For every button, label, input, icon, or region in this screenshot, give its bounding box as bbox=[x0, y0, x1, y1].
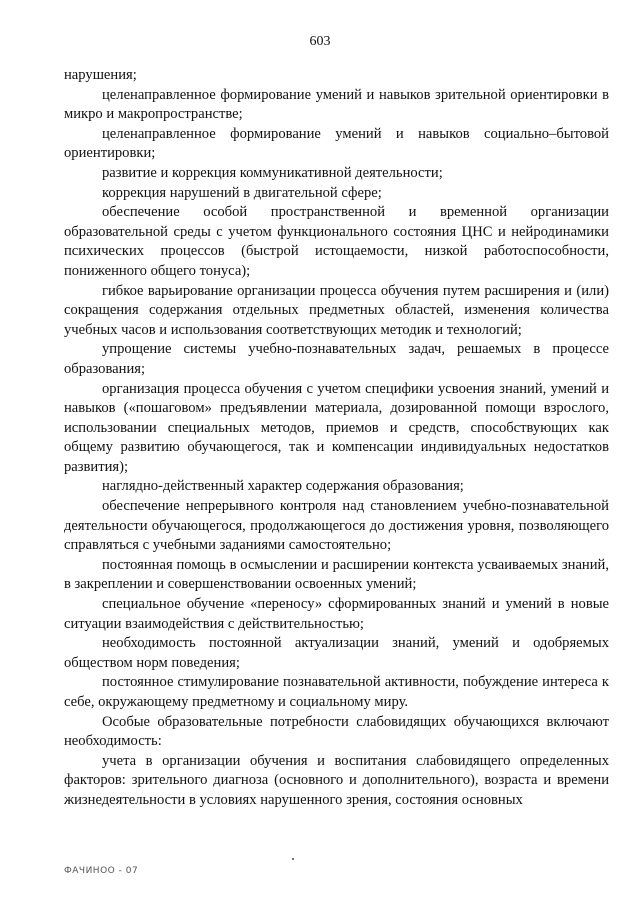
paragraph: учета в организации обучения и воспитания слабовидящего определенных факторов: зрительного диагноза (основного и дополнительного), возраста и времени жизнедеятельности в условиях нарушенного зрения, состояния основных bbox=[64, 752, 609, 808]
paragraph: развитие и коррекция коммуникативной деятельности; bbox=[102, 164, 443, 181]
scan-speck bbox=[292, 858, 294, 860]
paragraph: гибкое варьирование организации процесса обучения путем расширения и (или) сокращения содержания отдельных предметных областей, изменения количества учебных часов и использования соответствующих методик и технологий; bbox=[64, 282, 609, 338]
paragraph: нарушения; bbox=[64, 67, 137, 83]
paragraph: постоянное стимулирование познавательной активности, побуждение интереса к себе, окружающему предметному и социальному миру. bbox=[64, 674, 609, 710]
paragraph: наглядно-действенный характер содержания образования; bbox=[102, 478, 464, 495]
paragraph: коррекция нарушений в двигательной сфере; bbox=[102, 184, 382, 201]
paragraph: специальное обучение «переносу» сформированных знаний и умений в новые ситуации взаимодействия с действительностью; bbox=[64, 596, 609, 632]
paragraph: упрощение системы учебно-познавательных задач, решаемых в процессе образования; bbox=[64, 341, 609, 377]
paragraph: целенаправленное формирование умений и навыков зрительной ориентировки в микро и макропространстве; bbox=[64, 86, 609, 123]
footer-mark: ФАЧИНОО - 07 bbox=[64, 866, 139, 876]
paragraph: постоянная помощь в осмыслении и расширении контекста усваиваемых знаний, в закреплении и совершенствовании освоенных умений; bbox=[64, 556, 609, 593]
paragraph: организация процесса обучения с учетом специфики усвоения знаний, умений и навыков («пошаговом» предъявлении материала, дозированной помощи взрослого, использовании специальных методов, приемов и средств, способствующих как общему развитию обучающегося, так и компенсации индивидуальных недостатков развития); bbox=[64, 380, 609, 475]
page-number: 603 bbox=[309, 34, 331, 49]
paragraph: необходимость постоянной актуализации знаний, умений и одобряемых обществом норм поведения; bbox=[64, 635, 609, 671]
paragraph: обеспечение непрерывного контроля над становлением учебно-познавательной деятельности обучающегося, продолжающегося до достижения уровня, позволяющего справляться с учебными заданиями самостоятельно; bbox=[64, 498, 609, 554]
paragraph: обеспечение особой пространственной и временной организации образовательной среды с учетом функционального состояния ЦНС и нейродинамики психических процессов (быстрой истощаемости, низкой работоспособности, пониженного общего тонуса); bbox=[64, 204, 609, 279]
paragraph: целенаправленное формирование умений и навыков социально–бытовой ориентировки; bbox=[64, 125, 609, 162]
body-text bbox=[64, 66, 609, 811]
paragraph: Особые образовательные потребности слабовидящих обучающихся включают необходимость: bbox=[64, 713, 609, 750]
